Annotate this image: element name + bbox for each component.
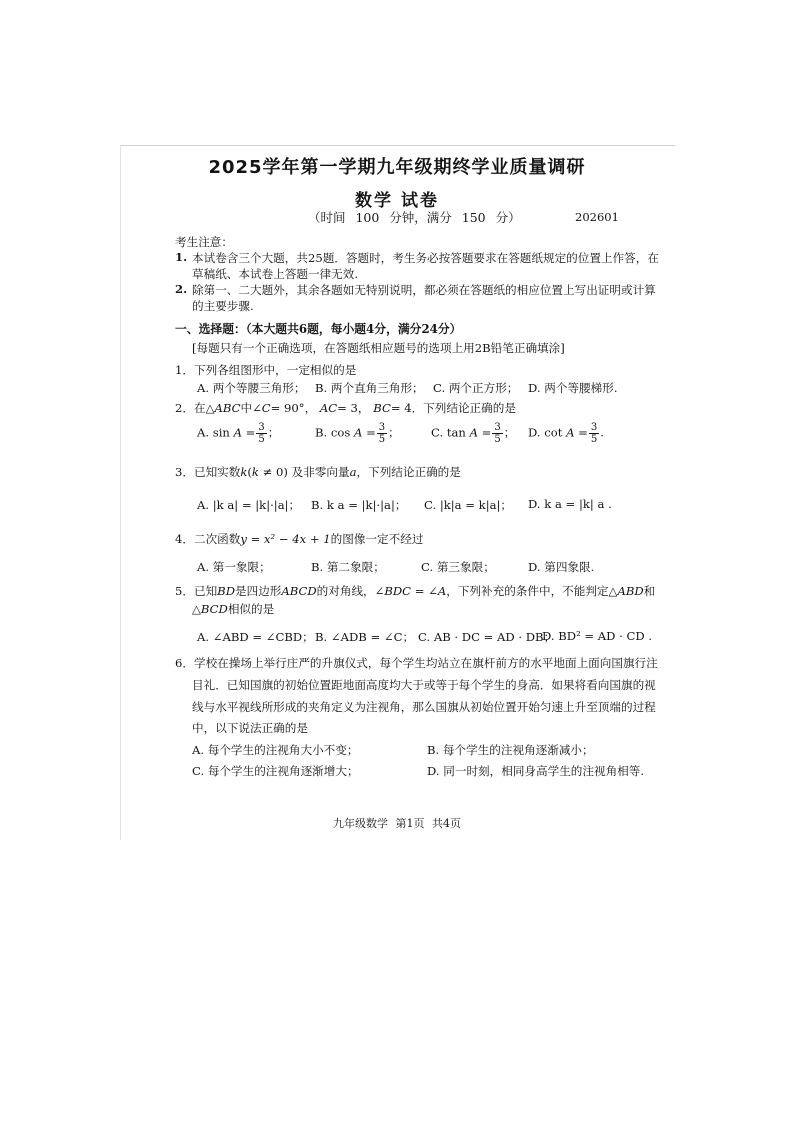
exam-subtitle: 数学 试卷 — [355, 191, 439, 211]
exam-code: 202601 — [575, 210, 619, 224]
q6-option-a: A. 每个学生的注视角大小不变； — [192, 743, 359, 757]
notice-heading: 考生注意： — [175, 235, 233, 249]
q6-stem-line1: 6．学校在操场上举行庄严的升旗仪式，每个学生均站立在旗杆前方的水平地面上面向国旗行注 — [175, 656, 658, 670]
q4-option-b: B. 第二象限； — [311, 560, 385, 574]
notice-item1-number: 1. — [175, 250, 188, 264]
section1-heading: 一、选择题：（本大题共6题，每小题4分，满分24分） — [175, 322, 462, 336]
q1-stem: 1．下列各组图形中，一定相似的是 — [175, 363, 357, 377]
q1-option-a: A. 两个等腰三角形； — [197, 381, 306, 395]
q6-option-b: B. 每个学生的注视角逐渐减小； — [427, 743, 594, 757]
exam-time-score: （时间 100 分钟，满分 150 分） — [308, 210, 521, 225]
q6-stem-line3: 线与水平视线所形成的夹角定义为注视角，那么国旗从初始位置开始匀速上升至顶端的过程 — [192, 700, 656, 714]
notice-item2-line2: 的主要步骤. — [192, 299, 254, 313]
q2-option-b: B. cos A = $\frac{3}{5}$ ； — [315, 422, 400, 445]
page-border-top — [120, 145, 675, 146]
q5-stem-line2: △BCD相似的是 — [192, 602, 275, 616]
q6-stem-line4: 中，以下说法正确的是 — [192, 721, 308, 735]
section1-note: [每题只有一个正确选项，在答题纸相应题号的选项上用2B铅笔正确填涂] — [192, 341, 565, 355]
q1-option-b: B. 两个直角三角形； — [315, 381, 424, 395]
q3-stem: 3．已知实数k(k ≠ 0) 及非零向量a，下列结论正确的是 — [175, 465, 461, 479]
q6-stem-line2: 目礼．已知国旗的初始位置距地面高度均大于或等于每个学生的身高．如果将看向国旗的视 — [192, 678, 656, 692]
q5-option-b: B. ∠ADB = ∠C； — [315, 630, 415, 644]
q3-option-d: D. k a = |k| a . — [528, 497, 612, 511]
q3-option-c: C. |k|a = k|a|； — [424, 498, 513, 512]
q5-stem-line1: 5．已知BD是四边形ABCD的对角线，∠BDC = ∠A，下列补充的条件中，不能判定△ABD和 — [175, 584, 656, 598]
q2-option-a: A. sin A = $\frac{3}{5}$ ； — [197, 422, 280, 445]
page-border-left — [120, 145, 121, 840]
notice-item2-line1: 除第一、二大题外，其余各题如无特别说明，都必须在答题纸的相应位置上写出证明或计算 — [192, 283, 656, 297]
q4-option-c: C. 第三象限； — [421, 560, 495, 574]
notice-item2-number: 2. — [175, 282, 188, 296]
q2-stem: 2．在△ABC中∠C= 90°， AC= 3， BC= 4．下列结论正确的是 — [175, 401, 516, 415]
q6-option-c: C. 每个学生的注视角逐渐增大； — [192, 764, 359, 778]
exam-title: 2025学年第一学期九年级期终学业质量调研 — [208, 157, 586, 178]
q2-option-d: D. cot A = $\frac{3}{5}$ . — [528, 422, 604, 445]
notice-item1-line2: 草稿纸、本试卷上答题一律无效. — [192, 267, 358, 281]
q4-option-d: D. 第四象限. — [528, 560, 595, 574]
notice-item1-line1: 本试卷含三个大题，共25题．答题时，考生务必按答题要求在答题纸规定的位置上作答，在 — [192, 251, 659, 265]
q6-option-d: D. 同一时刻，相同身高学生的注视角相等. — [427, 764, 645, 778]
q3-option-a: A. |k a| = |k|·|a|； — [197, 498, 301, 512]
q1-option-d: D. 两个等腰梯形. — [528, 381, 618, 395]
q2-option-c: C. tan A = $\frac{3}{5}$ ； — [431, 422, 516, 445]
q5-option-c: C. AB · DC = AD · DB； — [418, 630, 556, 644]
q4-option-a: A. 第一象限； — [197, 560, 271, 574]
q5-option-d: D. BD² = AD · CD . — [542, 629, 653, 643]
q3-option-b: B. k a = |k|·|a|； — [311, 498, 407, 512]
q5-option-a: A. ∠ABD = ∠CBD； — [197, 630, 314, 644]
page-footer: 九年级数学 第1页 共4页 — [333, 817, 461, 830]
q1-option-c: C. 两个正方形； — [433, 381, 519, 395]
q4-stem: 4．二次函数y = x² − 4x + 1的图像一定不经过 — [175, 532, 424, 546]
